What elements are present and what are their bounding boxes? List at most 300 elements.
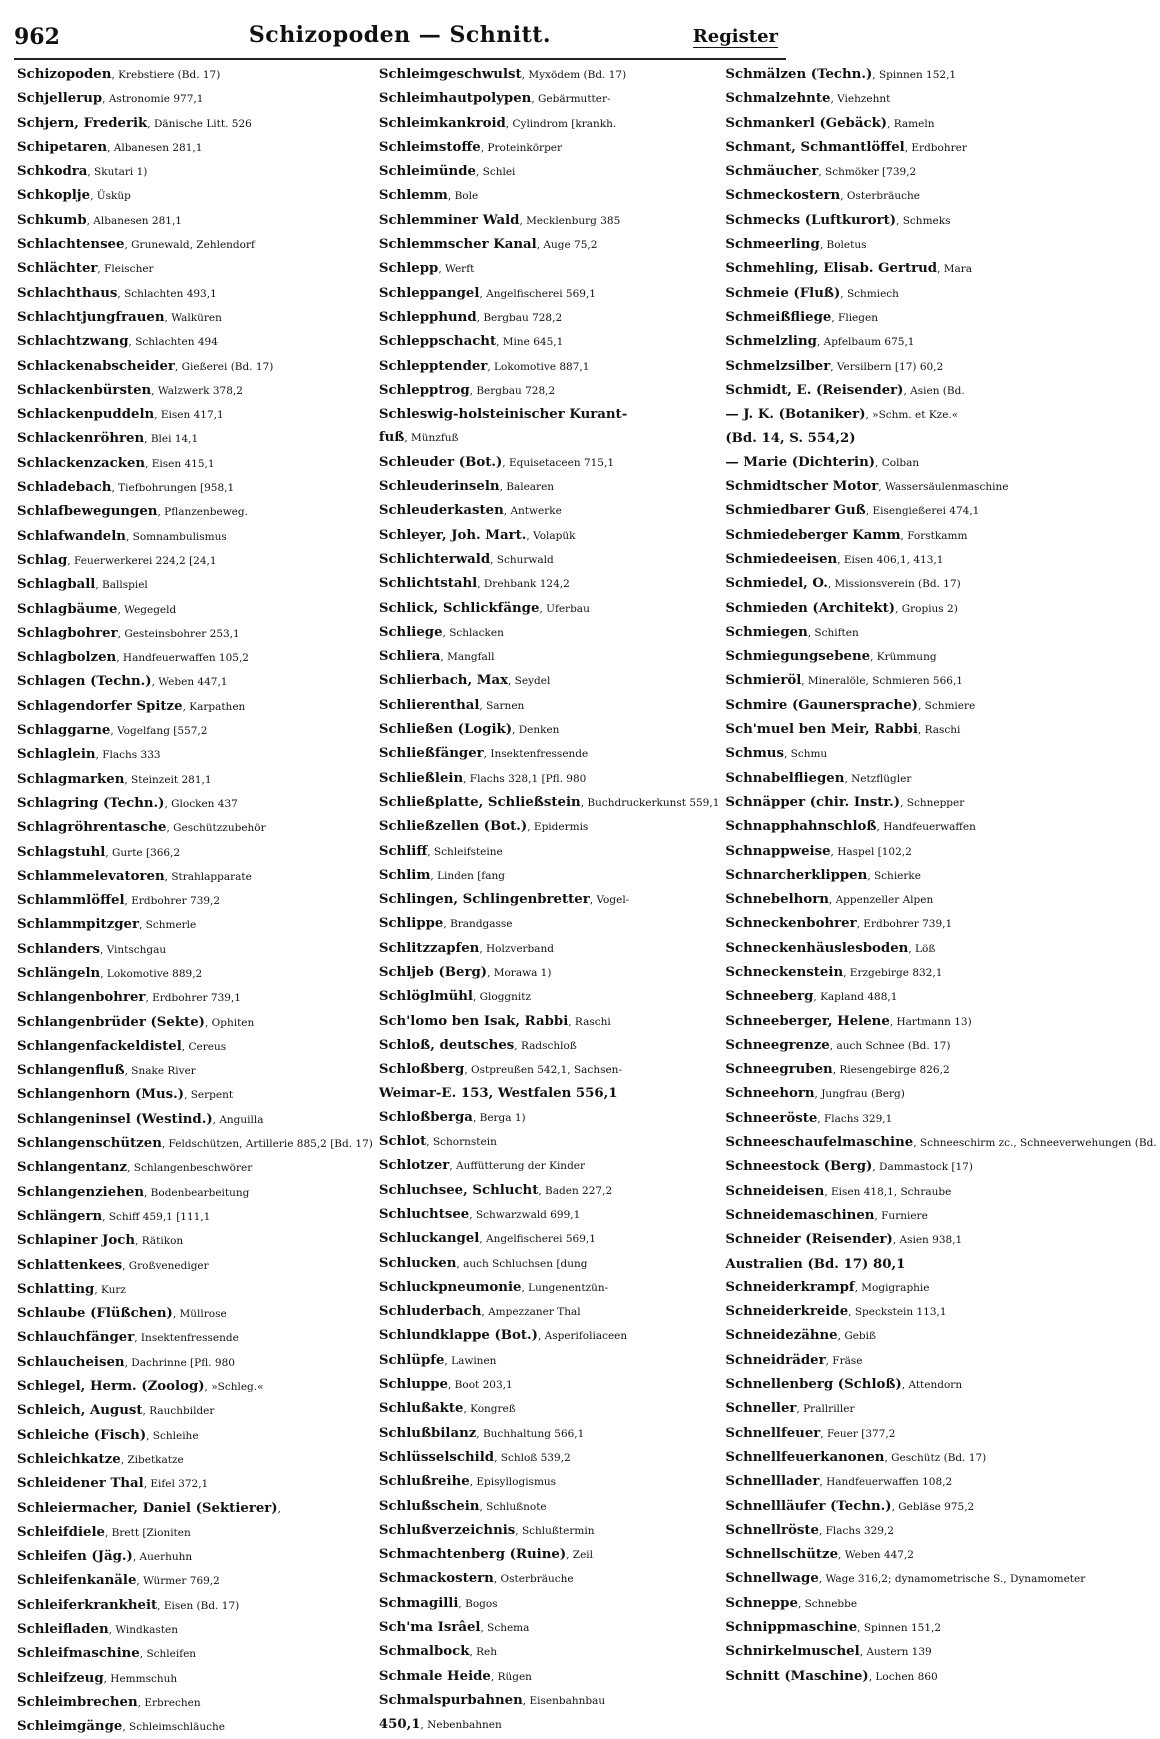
index-entry	[17, 1594, 373, 1618]
entry-headword: Schmieröl	[725, 673, 802, 689]
entry-headword: Schjellerup	[17, 91, 103, 107]
entry-headword: Schlegel, Herm. (Zoolog)	[17, 1379, 205, 1395]
entry-headword: Schmidt, E. (Reisender)	[725, 382, 904, 398]
entry-headword: Schneckenbohrer	[725, 916, 857, 932]
entry-reference: , Üsküp	[90, 190, 131, 203]
index-entry	[17, 719, 373, 743]
entry-reference: , Epidermis	[527, 821, 589, 834]
entry-reference: , Gebläse 975,2	[891, 1500, 975, 1513]
entry-reference: , Vintschgau	[99, 943, 167, 956]
index-entry	[17, 233, 373, 257]
entry-reference: , Würmer 769,2	[136, 1575, 220, 1588]
entry-reference: , Vogelfang [557,2	[110, 725, 208, 738]
entry-reference: , Eisen 418,1, Schraube	[824, 1185, 952, 1198]
entry-headword: Schmecks (Luftkurort)	[725, 212, 897, 228]
entry-headword: Schlußbilanz	[378, 1425, 477, 1441]
index-entry	[379, 961, 720, 985]
entry-reference: , Gießerei (Bd. 17)	[174, 360, 274, 373]
index-entry	[725, 1010, 1156, 1034]
index-entry	[725, 63, 1156, 87]
entry-headword: Schleiferkrankheit	[17, 1597, 158, 1613]
index-entry	[17, 500, 373, 524]
entry-reference: , Fräse	[825, 1354, 863, 1367]
index-entry	[379, 1227, 720, 1251]
entry-headword: Schleifen (Jäg.)	[17, 1549, 133, 1565]
entry-reference: , Nebenbahnen	[420, 1719, 502, 1732]
index-entry	[17, 841, 373, 865]
entry-reference: , Holzverband	[479, 942, 555, 955]
index-entry	[17, 1351, 373, 1375]
entry-reference: , Auffütterung der Kinder	[449, 1160, 586, 1173]
entry-reference: , Grunewald, Zehlendorf	[124, 239, 255, 252]
index-entry	[725, 694, 1156, 718]
entry-reference: , Drehbank 124,2	[477, 578, 570, 591]
entry-headword: Schnabelfliegen	[725, 770, 845, 786]
entry-headword: Schlagmarken	[17, 771, 125, 787]
index-entry	[379, 1252, 720, 1276]
entry-reference: , Linden [fang	[430, 869, 505, 882]
entry-reference: , Volapük	[526, 529, 576, 542]
index-entry	[17, 646, 373, 670]
entry-headword: Schneider (Reisender)	[725, 1232, 893, 1248]
index-entry	[725, 912, 1156, 936]
entry-reference: , Schema	[480, 1622, 530, 1634]
entry-headword: Schlangenfackeldistel	[17, 1038, 182, 1054]
index-entry	[17, 330, 373, 354]
index-entry	[379, 791, 720, 815]
entry-reference: , Wassersäulenmaschine	[878, 481, 1009, 494]
index-entry	[725, 136, 1156, 160]
entry-headword: Schlichtstahl	[378, 576, 478, 592]
index-entry	[379, 160, 720, 184]
index-entry	[17, 1011, 373, 1035]
entry-headword: Schlundklappe (Bot.)	[378, 1328, 538, 1344]
entry-reference: , Mineralöle, Schmieren 566,1	[801, 675, 963, 688]
index-entry	[725, 306, 1156, 330]
index-entry	[725, 1543, 1156, 1567]
index-entry	[17, 1399, 373, 1423]
entry-headword: Schlepptender	[378, 358, 488, 374]
index-entry	[725, 524, 1156, 548]
index-entry	[379, 426, 720, 450]
entry-headword: Schlot	[378, 1134, 427, 1150]
entry-reference: , Equisetaceen 715,1	[502, 456, 614, 469]
entry-reference: , Kurz	[94, 1283, 126, 1296]
entry-headword: Schnellfeuerkanonen	[725, 1449, 885, 1465]
entry-headword: Schlangentanz	[17, 1160, 128, 1176]
index-entry	[17, 1545, 373, 1569]
index-entry	[379, 1713, 720, 1737]
index-entry	[725, 1107, 1156, 1131]
entry-headword: Schmalzehnte	[725, 91, 831, 107]
entry-headword: Schmiegungsebene	[725, 649, 871, 665]
entry-headword: Schleichkatze	[17, 1451, 121, 1467]
entry-reference: , Dänische Litt. 526	[147, 117, 252, 130]
entry-headword: Schlackenbürsten	[17, 382, 152, 398]
index-entry	[379, 306, 720, 330]
index-entry	[379, 912, 720, 936]
entry-reference: , Walzwerk 378,2	[151, 384, 243, 397]
index-entry	[725, 233, 1156, 257]
entry-reference: , Weben 447,2	[838, 1549, 914, 1562]
index-entry	[17, 865, 373, 889]
entry-reference: , Handfeuerwaffen	[876, 821, 976, 834]
page-title: Schizopoden — Schnitt.	[248, 22, 552, 48]
entry-reference: , Walküren	[164, 311, 222, 324]
index-entry	[17, 1424, 373, 1448]
entry-reference: , Schwarzwald 699,1	[469, 1208, 581, 1221]
index-entry	[379, 1616, 720, 1640]
entry-headword: Schmälzen (Techn.)	[725, 67, 873, 82]
index-entry	[725, 87, 1156, 111]
index-entry	[725, 1470, 1156, 1494]
index-entry	[17, 549, 373, 573]
entry-headword: Schlaucheisen	[17, 1354, 125, 1370]
entry-headword: (Bd. 14, S. 554,2)	[725, 431, 856, 447]
entry-headword: Schmiegen	[725, 624, 808, 640]
entry-headword: Schleswig-holsteinischer Kurant-	[378, 407, 628, 423]
entry-reference: , Insektenfressende	[134, 1332, 239, 1345]
entry-headword: Schneestock (Berg)	[725, 1159, 873, 1175]
entry-headword: Schnellenberg (Schloß)	[725, 1377, 902, 1393]
entry-headword: Schneeberger, Helene	[725, 1013, 890, 1029]
index-columns	[14, 63, 1157, 1735]
entry-headword: Schkodra	[17, 164, 88, 180]
entry-reference: , Furniere	[874, 1209, 928, 1222]
entry-reference: , Feldschützen, Artillerie 885,2 [Bd. 17)	[161, 1138, 373, 1151]
index-entry	[17, 87, 373, 111]
entry-headword: Schnellläufer (Techn.)	[725, 1498, 892, 1514]
entry-headword: Schließplatte, Schließstein	[378, 794, 581, 810]
entry-headword: Schmire (Gaunersprache)	[725, 697, 918, 713]
entry-reference: , Raschi	[568, 1015, 611, 1028]
entry-headword: Schlangeninsel (Westind.)	[17, 1111, 213, 1127]
entry-headword: Schluppe	[378, 1377, 448, 1393]
index-entry	[379, 1592, 720, 1616]
entry-headword: Schmeißfliege	[725, 309, 832, 325]
entry-reference: , Fleischer	[97, 263, 154, 276]
index-entry	[17, 1132, 373, 1156]
index-entry	[379, 1034, 720, 1058]
entry-headword: Schlußreihe	[378, 1474, 470, 1490]
index-entry	[379, 718, 720, 742]
entry-reference: , Schmerle	[138, 919, 197, 932]
entry-reference: , Proteinkörper	[480, 141, 563, 154]
index-entry	[725, 451, 1156, 475]
entry-reference: , auch Schnee (Bd. 17)	[829, 1039, 951, 1052]
entry-reference: , Erbrechen	[137, 1696, 201, 1709]
entry-headword: Schlemmscher Kanal	[378, 237, 537, 253]
entry-headword: Schlangenschützen	[17, 1136, 162, 1152]
entry-headword: Schlammelevatoren	[17, 868, 165, 884]
index-entry	[379, 63, 720, 87]
entry-headword: Schneehorn	[725, 1086, 815, 1102]
index-entry	[17, 282, 373, 306]
entry-headword: Schlaggarne	[17, 723, 111, 739]
entry-reference: , Schleihe	[146, 1429, 199, 1442]
entry-reference: , Buchdruckerkunst 559,1	[580, 796, 720, 809]
index-entry	[17, 209, 373, 233]
entry-headword: Schleimstoffe	[378, 139, 481, 155]
index-entry	[17, 1618, 373, 1642]
entry-headword: 450,1	[378, 1717, 421, 1733]
entry-reference: , Rätikon	[135, 1235, 184, 1248]
entry-headword: Schlafbewegungen	[17, 504, 158, 520]
index-entry	[379, 330, 720, 354]
index-entry	[17, 986, 373, 1010]
entry-reference: , Auerhuhn	[132, 1551, 193, 1564]
entry-reference: , Apfelbaum 675,1	[816, 336, 915, 349]
index-entry	[17, 695, 373, 719]
entry-headword: Schleimbrechen	[17, 1694, 138, 1710]
entry-headword: Schmackostern	[378, 1571, 494, 1587]
entry-reference: , Wage 316,2; dynamometrische S., Dynamometer	[818, 1573, 1086, 1586]
entry-headword: Schleppangel	[378, 285, 480, 301]
entry-reference: , Schiften	[807, 626, 859, 639]
index-entry	[17, 622, 373, 646]
index-entry	[17, 1569, 373, 1593]
entry-reference: , Schmöker [739,2	[818, 166, 917, 179]
entry-headword: Schluderbach	[378, 1304, 482, 1320]
entry-headword: Schneller	[725, 1401, 797, 1417]
entry-headword: Schlackenpuddeln	[17, 407, 155, 423]
entry-reference: , Schnebbe	[797, 1597, 858, 1610]
entry-reference: , Schlußnote	[479, 1500, 547, 1513]
index-entry	[725, 1446, 1156, 1470]
entry-reference: , Baden 227,2	[538, 1184, 613, 1197]
entry-headword: Schlußverzeichnis	[378, 1522, 516, 1538]
entry-reference: , Berga 1)	[472, 1111, 526, 1124]
index-entry	[725, 1422, 1156, 1446]
index-entry	[379, 451, 720, 475]
index-entry	[17, 792, 373, 816]
entry-headword: Schließfänger	[378, 746, 484, 762]
index-entry	[725, 160, 1156, 184]
entry-headword: Sch'ma Isrâel	[378, 1620, 481, 1635]
index-entry	[379, 524, 720, 548]
entry-headword: Schnitt (Maschine)	[725, 1668, 869, 1684]
entry-headword: Schnapphahnschloß	[725, 819, 877, 835]
index-entry	[379, 645, 720, 669]
index-entry	[17, 355, 373, 379]
entry-reference: , Riesengebirge 826,2	[832, 1064, 950, 1077]
entry-reference: , Schlußtermin	[515, 1524, 595, 1537]
entry-headword: Schlackenröhren	[17, 431, 145, 447]
entry-reference: , Geschütz (Bd. 17)	[884, 1451, 987, 1464]
index-entry	[725, 1640, 1156, 1664]
entry-reference: , Flachs 328,1 [Pfl. 980	[463, 772, 587, 785]
entry-reference: , Austern 139	[859, 1646, 932, 1659]
index-entry	[379, 572, 720, 596]
index-entry	[17, 743, 373, 767]
entry-headword: Schlaube (Flüßchen)	[17, 1306, 173, 1322]
entry-headword: Schlapiner Joch	[17, 1233, 136, 1249]
index-entry	[379, 1082, 720, 1105]
entry-headword: Sch'muel ben Meir, Rabbi	[725, 722, 918, 738]
index-entry	[17, 1181, 373, 1205]
entry-reference: , Steinzeit 281,1	[124, 773, 212, 786]
index-entry	[725, 767, 1156, 791]
entry-headword: Schmiedbarer Guß	[725, 503, 866, 519]
index-entry	[17, 1035, 373, 1059]
index-entry	[379, 548, 720, 572]
entry-headword: Schmale Heide	[378, 1668, 491, 1684]
entry-headword: Schmiedel, O.	[725, 576, 828, 592]
index-entry	[379, 282, 720, 306]
entry-reference: , Ostpreußen 542,1, Sachsen-	[464, 1064, 622, 1077]
entry-headword: Schljeb (Berg)	[378, 964, 488, 980]
entry-reference: , Versilbern [17) 60,2	[830, 360, 944, 373]
entry-headword: Schneeröste	[725, 1110, 818, 1126]
entry-headword: Schmant, Schmantlöffel	[725, 139, 905, 155]
entry-headword: Schneidräder	[725, 1352, 826, 1368]
entry-reference: , Schmiere	[917, 699, 976, 712]
entry-reference: , Schornstein	[426, 1136, 497, 1149]
index-entry	[379, 1373, 720, 1397]
entry-reference: , Weben 447,1	[151, 676, 228, 689]
entry-headword: Schließzellen (Bot.)	[378, 819, 528, 835]
entry-reference: , Jungfrau (Berg)	[814, 1088, 905, 1101]
entry-reference: , Episyllogismus	[469, 1476, 557, 1489]
index-entry	[379, 1106, 720, 1130]
index-entry	[17, 1278, 373, 1302]
entry-reference: , Sarnen	[479, 699, 525, 712]
entry-reference: , Haspel [102,2	[830, 845, 912, 858]
entry-reference: , Mangfall	[440, 651, 495, 664]
entry-reference: , Albanesen 281,1	[86, 214, 182, 227]
index-entry	[17, 1326, 373, 1350]
index-entry	[379, 499, 720, 523]
entry-reference: , Windkasten	[108, 1624, 178, 1636]
index-entry	[725, 1082, 1156, 1106]
index-entry	[725, 815, 1156, 839]
entry-headword: Schneidezähne	[725, 1328, 838, 1344]
entry-headword: Schneiderkrampf	[725, 1279, 855, 1295]
index-entry	[379, 1203, 720, 1227]
entry-headword: Schlim	[378, 867, 431, 883]
index-entry	[17, 136, 373, 160]
entry-reference: , Bergbau 728,2	[476, 311, 563, 324]
index-entry	[725, 621, 1156, 645]
index-entry	[725, 282, 1156, 306]
entry-reference: , Astronomie 977,1	[102, 93, 204, 106]
entry-headword: fuß	[378, 430, 405, 446]
entry-reference: , Mogigraphie	[854, 1281, 930, 1294]
entry-headword: Schlagring (Techn.)	[17, 795, 165, 811]
entry-headword: Schlucken	[378, 1255, 457, 1271]
index-entry	[17, 1156, 373, 1180]
entry-headword: Schlagball	[17, 577, 96, 593]
entry-headword: Schlemminer Wald	[378, 212, 520, 228]
entry-headword: Schlammlöffel	[17, 893, 125, 909]
entry-reference: , Feuer [377,2	[820, 1427, 896, 1440]
entry-reference: , Eisenbahnbau	[522, 1694, 606, 1707]
entry-headword: Schleimünde	[378, 164, 476, 180]
entry-reference: , Colban	[875, 456, 920, 469]
index-entry	[17, 1059, 373, 1083]
index-entry	[17, 1715, 373, 1739]
entry-headword: Schlierbach, Max	[378, 673, 508, 689]
index-entry	[379, 1470, 720, 1494]
index-entry	[379, 379, 720, 403]
entry-reference: , Auge 75,2	[536, 239, 598, 252]
entry-reference: , Boletus	[819, 239, 867, 252]
entry-reference: , Eisen 417,1	[154, 409, 224, 422]
index-entry	[379, 1543, 720, 1567]
index-entry	[379, 742, 720, 766]
entry-headword: Schmehling, Elisab. Gertrud	[725, 261, 938, 277]
entry-reference: , Angelfischerei 569,1	[479, 1233, 596, 1246]
entry-reference: , Krebstiere (Bd. 17)	[111, 69, 221, 81]
index-entry	[379, 355, 720, 379]
index-entry	[17, 160, 373, 184]
index-entry	[725, 257, 1156, 281]
entry-headword: Schlüpfe	[378, 1352, 445, 1368]
index-entry	[17, 670, 373, 694]
index-entry	[725, 379, 1156, 403]
index-entry	[17, 1667, 373, 1691]
entry-headword: Schmeie (Fluß)	[725, 285, 841, 301]
index-entry	[379, 1179, 720, 1203]
entry-reference: , auch Schluchsen [dung	[456, 1257, 588, 1270]
entry-reference: , Gurte [366,2	[105, 846, 181, 859]
index-entry	[379, 767, 720, 791]
entry-headword: Schluchtsee	[378, 1206, 470, 1222]
index-entry	[725, 1519, 1156, 1543]
index-entry	[379, 1130, 720, 1154]
index-entry	[725, 548, 1156, 572]
index-entry	[17, 452, 373, 476]
index-entry	[379, 1349, 720, 1373]
entry-reference: , Schleifen	[139, 1648, 197, 1661]
entry-reference: , Karpathen	[182, 700, 246, 713]
entry-headword: Schluchsee, Schlucht	[378, 1182, 539, 1198]
index-entry	[725, 1373, 1156, 1397]
entry-reference: , Zeil	[566, 1549, 594, 1562]
entry-headword: Schlachtensee	[17, 237, 125, 253]
entry-reference: , Bergbau 728,2	[469, 384, 556, 397]
entry-headword: Schneideisen	[725, 1183, 825, 1199]
entry-reference: , Fliegen	[831, 311, 878, 324]
index-entry	[379, 1422, 720, 1446]
entry-reference: , Dachrinne [Pfl. 980	[124, 1356, 235, 1369]
entry-reference: , Myxödem (Bd. 17)	[521, 69, 627, 81]
entry-reference: , Vogel-	[589, 894, 630, 907]
index-entry	[17, 1254, 373, 1278]
entry-reference: , Brandgasse	[443, 918, 513, 931]
index-entry	[725, 1180, 1156, 1204]
entry-headword: Schleifzeug	[17, 1670, 104, 1686]
entry-headword: — J. K. (Botaniker)	[725, 407, 866, 423]
index-entry	[725, 330, 1156, 354]
entry-reference: , Balearen	[499, 481, 555, 494]
entry-headword: Schlackenabscheider	[17, 358, 175, 374]
entry-headword: Schneckenstein	[725, 964, 844, 980]
entry-headword: Schlippe	[378, 916, 444, 932]
index-entry	[379, 669, 720, 693]
entry-headword: Schluckpneumonie	[378, 1279, 522, 1295]
entry-headword: Schlußakte	[378, 1401, 464, 1417]
entry-headword: Schlangenbohrer	[17, 990, 146, 1006]
entry-headword: Schneiderkreide	[725, 1304, 849, 1320]
index-entry	[17, 816, 373, 840]
entry-headword: Schloßberg	[378, 1062, 465, 1078]
index-entry	[725, 184, 1156, 208]
entry-reference: , Spinnen 151,2	[857, 1622, 942, 1634]
index-entry	[17, 1691, 373, 1715]
entry-headword: Schlußschein	[378, 1498, 480, 1514]
entry-reference: , Erdbohrer 739,1	[856, 918, 953, 931]
